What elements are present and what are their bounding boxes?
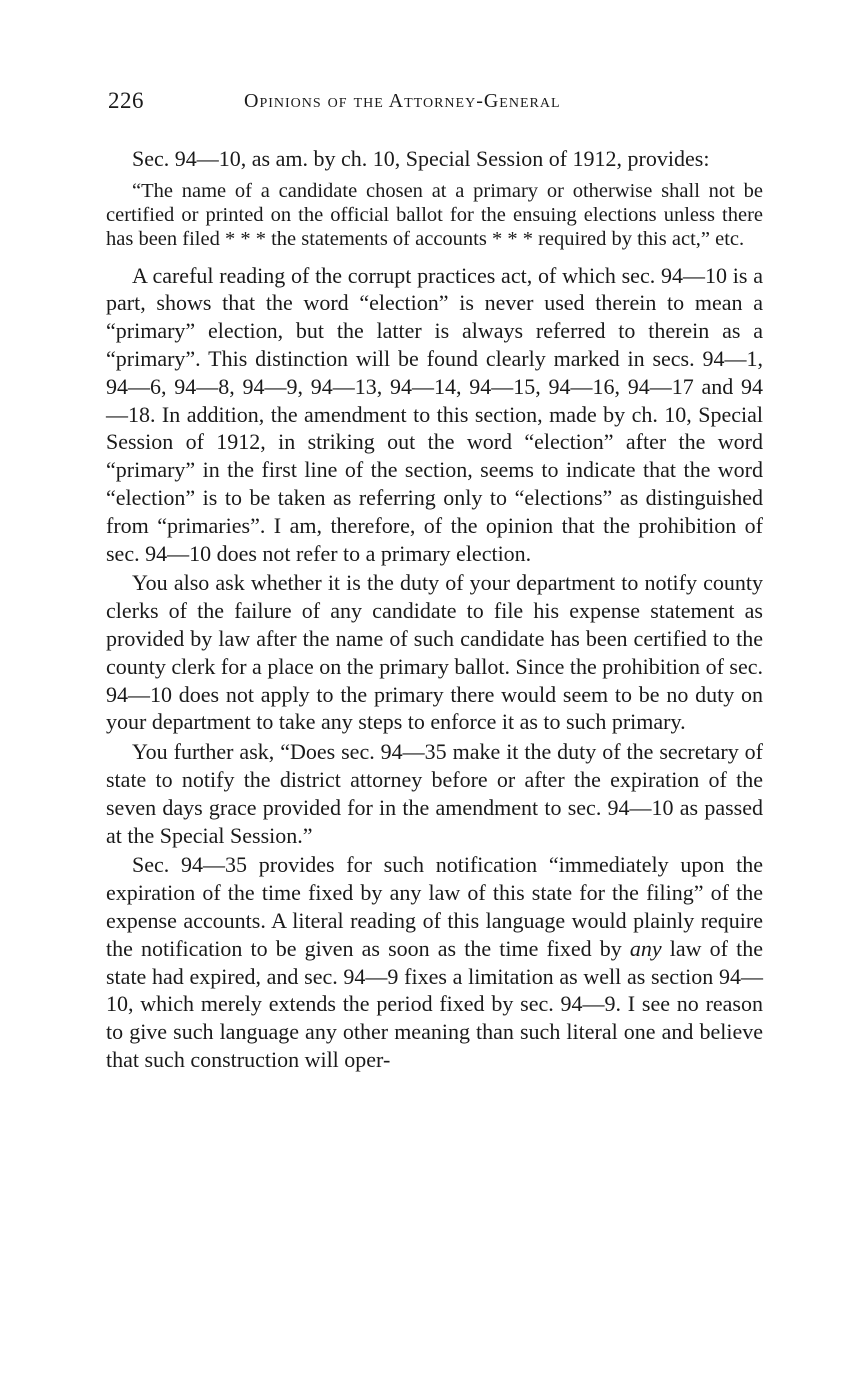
running-head: Opinions of the Attorney-General	[244, 90, 561, 112]
page-header	[108, 88, 763, 122]
paragraph-further-question: You further ask, “Does sec. 94—35 make it the duty of the secretary of state to notify the district attorney before or after the expiration of the seven days grace provided for in the amendment to sec. 94—10 as passed at the Special Session.”	[106, 739, 763, 848]
block-quote-statute: “The name of a candidate chosen at a primary or otherwise shall not be certified or printed on the official ballot for the ensuing elections unless there has been filed * * * the statements of accounts * * * required by this act,” etc.	[106, 179, 763, 251]
text-run: law of the state had expired, and sec. 94—9 fixes a limitation as well as section 94—10, which merely extends the period fixed by sec. 94—9. I see no reason to give such language any other meaning than such literal one and believe that such construction will oper-	[106, 935, 764, 1072]
paragraph-corrupt-practices: A careful reading of the corrupt practices act, of which sec. 94—10 is a part, shows that the word “election” is never used therein to mean a “primary” election, but the latter is always referred to therein as a “primary”. This distinction will be found clearly marked in secs. 94—1, 94—6, 94—8, 94—9, 94—13, 94—14, 94—15, 94—16, 94—17 and 94—18. In addition, the amendment to this section, made by ch. 10, Special Session of 1912, in striking out the word “election” after the word “primary” in the first line of the section, seems to indicate that the word “election” is to be taken as referring only to “elections” as distinguished from “primaries”. I am, therefore, of the opinion that the prohibition of sec. 94—10 does not refer to a primary election.	[106, 262, 763, 566]
body-text	[106, 145, 763, 1078]
text-run: Sec. 94—35 provides for such notification “immediately upon the expiration of the time fixed by any law of this state for the filing” of the expense accounts. A literal reading of this language would plainly require the notification to be given as soon as the time fixed by	[106, 852, 763, 961]
paragraph-sec-94-35	[106, 851, 763, 1073]
emphasis-text: any	[629, 935, 662, 961]
paragraph-county-clerks: You also ask whether it is the duty of your department to notify county clerks of the failure of any candidate to file his expense statement as provided by law after the name of such candidate has been certified to the county clerk for a place on the primary ballot. Since the prohibition of sec. 94—10 does not apply to the primary there would seem to be no duty on your department to take any steps to enforce it as to such primary.	[106, 570, 763, 735]
page-number: 226	[108, 88, 144, 113]
paragraph-section-intro: Sec. 94—10, as am. by ch. 10, Special Session of 1912, provides:	[132, 146, 710, 171]
